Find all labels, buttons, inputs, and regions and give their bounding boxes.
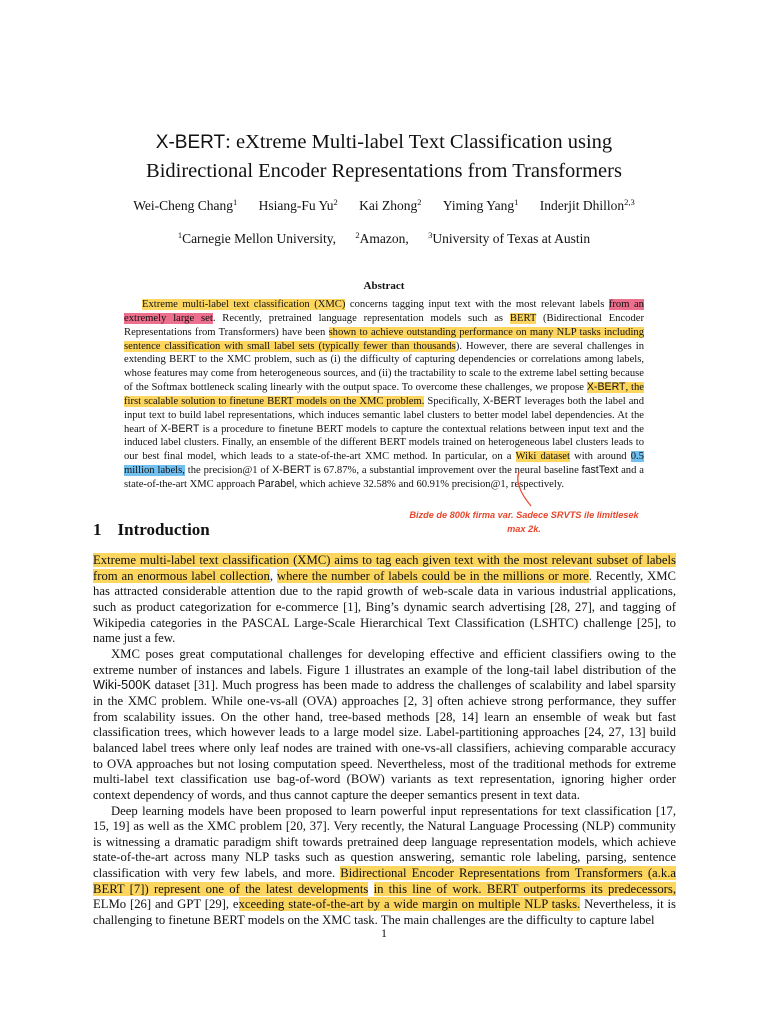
highlight-yellow: X-BERT, the first scalable solution to finetune BERT models on the XMC problem. [124,381,644,407]
abstract-heading: Abstract [363,280,405,292]
section-heading [93,520,210,540]
highlight-yellow: BERT [509,312,537,324]
abstract-paragraph: Extreme multi-label text classification (XMC) concerns tagging input text with the most relevant labels from an extremely large set. Recently, pretrained language representation models such as BERT (Bidirectional Encoder Representations from Transformers) have been shown to achieve outstanding performance on many NLP tasks including sentence classification with small label sets (typically fewer than thousands). However, there are several challenges in extending BERT to the XMC problem, such as (i) the difficulty of capturing dependencies or correlations among labels, whose features may come from heterogeneous sources, and (ii) the tractability to scale to the extreme label setting because of the Softmax bottleneck scaling linearly with the output space. To overcome these challenges, we propose X-BERT, the first scalable solution to finetune BERT models on the XMC problem. Specifically, X-BERT leverages both the label and input text to build label representations, which induces semantic label clusters to better model label dependencies. At the heart of X-BERT is a procedure to finetune BERT models to capture the contextual relations between input text and the induced label clusters. Finally, an ensemble of the different BERT models trained on heterogeneous label clusters leads to our best final model, which leads to a state-of-the-art XMC method. In particular, on a Wiki dataset with around 0.5 million labels, the precision@1 of X-BERT is 67.87%, a substantial improvement over the neural baseline fastText and a state-of-the-art XMC approach Parabel, which achieve 32.58% and 60.91% precision@1, respectively. [124,299,645,490]
highlight-yellow: Bidirectional Encoder Representations from Transformers (a.k.a BERT [7]) represent one of the latest developments [93,866,676,896]
section-number: 1 [93,520,102,539]
annotation-arrow [505,470,545,510]
annotation-arrow-line [518,472,531,506]
author: Kai Zhong$^2$ [359,197,422,213]
highlight-yellow: where the number of labels could be in the millions or more [276,568,589,583]
highlight-blue: 0.5 million labels, [124,451,644,477]
title-rest: : eXtreme Multi-label Text Classification using [225,131,613,153]
title-line-2: Bidirectional Encoder Representations from Transformers [146,160,622,182]
highlight-yellow: Wiki dataset [515,451,570,463]
author: Yiming Yang$^1$ [442,197,519,213]
author-list [0,198,768,214]
intro-paragraph-3: Deep learning models have been proposed to learn powerful input representations for text classification [17, 15, 19] as well as the XMC problem [20, 37]. Very recently, the Natural Language Processing (NLP) community is witnessing a dramatic paradigm shift towards pretrained deep language representation models, which achieve state-of-the-art across many NLP tasks such as question answering, semantic role labeling, parsing, sentence classification with very few labels, and more. Bidirectional Encoder Representations from Transformers (a.k.a BERT [7]) represent one of the latest developments in this line of work. BERT outperforms its predecessors, ELMo [26] and GPT [29], exceeding state-of-the-art by a wide margin on multiple NLP tasks. Nevertheless, it is challenging to finetune BERT models on the XMC task. The main challenges are the difficulty to capture label [93,803,677,928]
highlight-pink: from an extremely large set [124,299,644,324]
page-number: 1 [381,926,387,940]
author: Wei-Cheng Chang$^1$ [133,197,238,213]
highlight-yellow: xceeding state-of-the-art by a wide margin on multiple NLP tasks. [238,897,581,912]
title-line-1 [0,128,768,157]
paper-title [0,128,768,185]
intro-paragraph-1: Extreme multi-label text classification (XMC) aims to tag each given text with the most relevant subset of labels from an enormous label collection, where the number of labels could be in the millions or more. Recently, XMC has attracted considerable attention due to the rapid growth of web-scale data in various industrial applications, such as product categorization for e-commerce [1], Bing’s dynamic search advertising [28, 27], and tagging of Wikipedia categories in the PASCAL Large-Scale Hierarchical Text Classification (LSHTC) challenge [25], to name just a few. [93,553,676,646]
introduction-body [93,553,676,929]
highlight-yellow: Extreme multi-label text classification (XMC) [142,299,346,310]
author: Inderjit Dhillon$^{2,3}$ [539,197,635,213]
highlight-yellow: in this line of work. BERT outperforms its predecessors, [373,881,677,896]
affiliation: $^2$Amazon, [355,230,409,246]
affiliation-list [0,231,768,247]
intro-paragraph-2: XMC poses great computational challenges for developing effective and efficient classifiers owing to the extreme number of instances and labels. Figure 1 illustrates an example of the long-tail label distribution of the Wiki-500K dataset [31]. Much progress has been made to address the challenges of scalability and label sparsity in the XMC problem. While one-vs-all (OVA) approaches [2, 3] often achieve strong performance, they suffer from scalability issues. On the other hand, tree-based methods [28, 14] learn an ensemble of weak but fast classification trees, which however leads to a large model size. Label-partitioning approaches [24, 27, 13] build balanced label trees where only leaf nodes are trained with one-vs-all classifiers, achieving comparable accuracy to OVA approaches but not losing computation speed. Nevertheless, most of the traditional methods for extreme multi-label text classification use bag-of-word (BOW) variants as text representation, ignoring higher order context dependency of words, and thus cannot capture the deeper semantics present in text data. [93,646,676,802]
affiliation: $^3$University of Texas at Austin [428,230,591,246]
author: Hsiang-Fu Yu$^2$ [258,197,338,213]
title-model-name: X-BERT [155,132,226,153]
annotation-note: Bizde de 800k firma var. Sadece SRVTS ile limitlesek max 2k. [409,510,639,534]
abstract-body [124,298,644,492]
highlight-yellow: Extreme multi-label text classification (XMC) aims to tag each given text with the most relevant subset of labels from an enormous label collection [93,553,676,583]
section-title: Introduction [117,520,210,539]
affiliation: $^1$Carnegie Mellon University, [177,230,337,246]
highlight-yellow: typically fewer than thousands [322,340,456,352]
highlight-yellow: shown to achieve outstanding performance on many NLP tasks including sentence classification with small label sets ( [124,326,645,352]
